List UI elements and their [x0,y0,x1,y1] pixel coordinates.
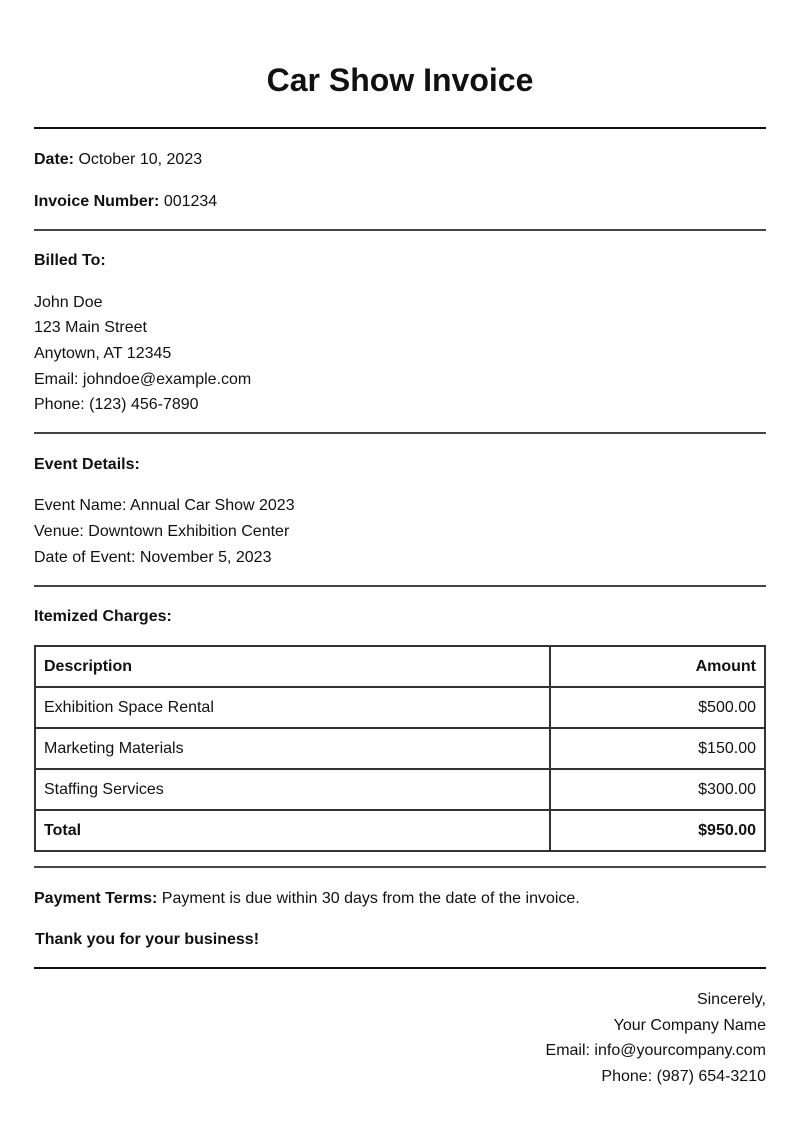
billed-to-email: Email: johndoe@example.com [34,371,252,388]
column-header-amount: Amount [550,646,765,687]
company-name: Your Company Name [613,1017,766,1034]
divider [34,229,766,231]
row-amount: $500.00 [550,687,765,728]
event-venue: Venue: Downtown Exhibition Center [34,523,290,540]
column-header-description: Description [35,646,550,687]
payment-terms [34,889,580,909]
company-phone: Phone: (987) 654-3210 [601,1068,766,1085]
billed-to-phone: Phone: (123) 456-7890 [34,396,199,413]
row-amount: $300.00 [550,769,765,810]
payment-terms-label: Payment Terms: [34,890,158,907]
invoice-date [34,150,202,170]
table-row [35,728,765,769]
billed-to-name: John Doe [34,294,103,311]
date-value: October 10, 2023 [78,151,203,168]
row-description: Staffing Services [35,769,550,810]
invoice-number-label: Invoice Number: [34,193,160,210]
table-header-row [35,646,765,687]
billed-to-heading: Billed To: [34,252,106,269]
table-row [35,687,765,728]
row-description: Exhibition Space Rental [35,687,550,728]
billed-to-city: Anytown, AT 12345 [34,345,172,362]
itemized-charges-heading: Itemized Charges: [34,608,172,625]
total-amount: $950.00 [550,810,765,851]
event-details-heading: Event Details: [34,456,140,473]
total-label: Total [35,810,550,851]
date-label: Date: [34,151,75,168]
billed-to-street: 123 Main Street [34,319,147,336]
divider [34,967,766,969]
row-amount: $150.00 [550,728,765,769]
company-email: Email: info@yourcompany.com [545,1042,766,1059]
table-row [35,769,765,810]
total-row [35,810,765,851]
closing: Sincerely, [696,991,766,1008]
row-description: Marketing Materials [35,728,550,769]
payment-terms-text: Payment is due within 30 days from the date of the invoice. [161,890,580,907]
divider [34,432,766,434]
thank-you-note: Thank you for your business! [35,931,260,948]
event-name: Event Name: Annual Car Show 2023 [34,497,295,514]
invoice-number-value: 001234 [163,193,218,210]
divider [34,866,766,868]
divider [34,585,766,587]
charges-table [34,645,766,852]
page-title: Car Show Invoice [266,62,534,98]
invoice-number [34,192,217,212]
event-date: Date of Event: November 5, 2023 [34,549,272,566]
divider [34,127,766,129]
